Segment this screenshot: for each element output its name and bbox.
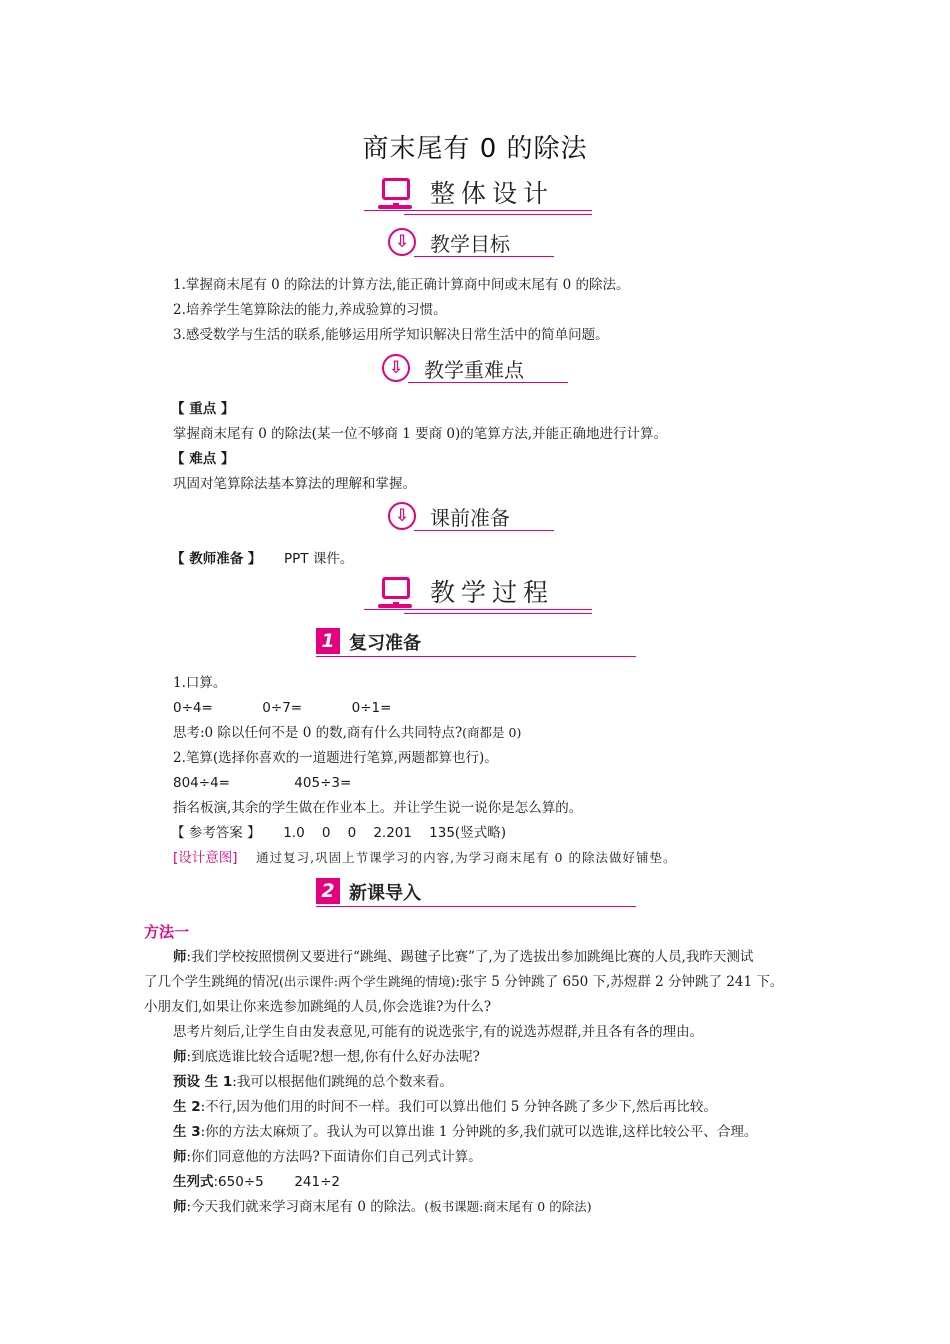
monitor-icon	[382, 577, 410, 599]
step-title: 复习准备	[349, 633, 421, 654]
banner-underline	[364, 210, 592, 211]
section-heading-prep	[388, 500, 558, 534]
dialog-note: (板书课题:商末尾有 0 的除法)	[424, 1199, 592, 1214]
difficulty-label: 【 难点 】	[171, 451, 235, 467]
download-arrow-icon: ⇩	[388, 502, 416, 530]
page-title: 商末尾有 0 的除法	[362, 134, 588, 164]
dialog-line: 小朋友们,如果让你来选参加跳绳的人员,你会选谁?为什么?	[144, 999, 492, 1015]
speaker: 师	[173, 1049, 187, 1065]
speaker: 生列式	[173, 1174, 214, 1190]
prep-text: PPT 课件。	[284, 551, 354, 567]
speaker: 师	[173, 1149, 187, 1165]
step-heading-1	[316, 628, 636, 660]
calc: 405÷3=	[294, 775, 352, 791]
calc: 0÷4=	[173, 700, 213, 716]
think-line	[173, 722, 521, 744]
dialog-text: :不行,因为他们用的时间不一样。我们可以算出他们 5 分钟各跳了多少下,然后再比较。	[200, 1099, 717, 1115]
monitor-icon	[382, 178, 410, 200]
key-text: 掌握商末尾有 0 的除法(某一位不够商 1 要商 0)的笔算方法,并能正确地进行计算。	[173, 426, 668, 442]
think-text: 思考:0 除以任何不是 0 的数,商有什么共同特点?	[173, 725, 463, 741]
dialog-text: :我们学校按照惯例又要进行“跳绳、踢毽子比赛”了,为了选拔出参加跳绳比赛的人员,我昨天测试	[186, 949, 754, 965]
design-intent-text: 通过复习,巩固上节课学习的内容,为学习商末尾有 0 的除法做好铺垫。	[256, 850, 677, 865]
answer-note: (竖式略)	[454, 825, 506, 841]
calc: 0÷7=	[262, 700, 303, 716]
step-heading-2	[316, 878, 636, 910]
dialog-line	[173, 1196, 592, 1218]
speaker: 生 2	[173, 1099, 201, 1115]
dialog-line	[173, 1171, 340, 1193]
key-label: 【 重点 】	[171, 401, 235, 417]
written-calc-row	[173, 772, 351, 794]
section-banner-process	[364, 573, 594, 617]
heading-label: 教学重难点	[424, 358, 524, 382]
speaker: 生 3	[173, 1124, 201, 1140]
dialog-text: 了几个学生跳绳的情况	[144, 974, 279, 990]
heading-label: 教学目标	[430, 232, 510, 256]
dialog-line	[144, 971, 783, 993]
step-number-badge: 1	[316, 628, 340, 654]
goal-2: 2.培养学生笔算除法的能力,养成验算的习惯。	[173, 302, 447, 318]
section-heading-goals	[388, 226, 558, 260]
dialog-line	[173, 1146, 482, 1168]
design-intent-label: [设计意图]	[173, 850, 238, 866]
speaker: 师	[173, 949, 187, 965]
dialog-text: :到底选谁比较合适呢?想一想,你有什么好办法呢?	[186, 1049, 480, 1065]
section-banner-overall	[364, 174, 594, 218]
answer-line	[171, 822, 506, 844]
dialog-text: :650÷5	[213, 1174, 264, 1190]
design-intent-line	[173, 847, 677, 869]
prep-label: 【 教师准备 】	[171, 551, 262, 567]
dialog-note: (出示课件:两个学生跳绳的情境)	[279, 974, 456, 989]
review-item-1: 1.口算。	[173, 675, 227, 691]
dialog-line	[173, 1046, 480, 1068]
answer-text: 1.0 0 0 2.201 135	[283, 825, 455, 841]
download-arrow-icon: ⇩	[388, 228, 416, 256]
heading-underline	[414, 256, 554, 257]
step-underline	[316, 656, 636, 657]
banner-underline	[404, 613, 592, 614]
prep-line	[171, 548, 353, 570]
dialog-text: :你们同意他的方法吗?下面请你们自己列式计算。	[186, 1149, 482, 1165]
goal-3: 3.感受数学与生活的联系,能够运用所学知识解决日常生活中的简单问题。	[173, 327, 609, 343]
speaker: 师	[173, 1199, 187, 1215]
download-arrow-icon: ⇩	[382, 354, 410, 382]
banner-underline	[404, 214, 592, 215]
step-underline	[316, 906, 636, 907]
step-title: 新课导入	[349, 883, 421, 904]
heading-underline	[408, 382, 568, 383]
dialog-text: 241÷2	[294, 1174, 340, 1190]
goal-1: 1.掌握商末尾有 0 的除法的计算方法,能正确计算商中间或末尾有 0 的除法。	[173, 277, 630, 293]
banner-underline	[364, 609, 592, 610]
dialog-text: :你的方法太麻烦了。我认为可以算出谁 1 分钟跳的多,我们就可以选谁,这样比较公平、合理。	[200, 1124, 758, 1140]
dialog-line	[173, 946, 753, 968]
calc: 0÷1=	[351, 700, 392, 716]
dialog-text: :今天我们就来学习商末尾有 0 的除法。	[186, 1199, 425, 1215]
banner-label: 教学过程	[430, 578, 555, 607]
review-item-3: 指名板演,其余的学生做在作业本上。并让学生说一说你是怎么算的。	[173, 800, 583, 816]
speaker: 预设 生 1	[173, 1074, 233, 1090]
monitor-base-decor	[378, 205, 412, 209]
dialog-text: :张宇 5 分钟跳了 650 下,苏煜群 2 分钟跳了 241 下。	[455, 974, 784, 990]
think-note: (商都是 0)	[462, 725, 522, 740]
banner-label: 整体设计	[430, 179, 555, 208]
dialog-text: :我可以根据他们跳绳的总个数来看。	[232, 1074, 453, 1090]
dialog-line	[173, 1096, 717, 1118]
answer-label: 【 参考答案 】	[171, 825, 261, 841]
review-item-2: 2.笔算(选择你喜欢的一道题进行笔算,两题都算也行)。	[173, 750, 498, 766]
dialog-line	[173, 1071, 453, 1093]
mental-calc-row	[173, 697, 391, 719]
section-heading-key-points	[382, 352, 572, 386]
narration-line: 思考片刻后,让学生自由发表意见,可能有的说选张宇,有的说选苏煜群,并且各有各的理由。	[173, 1024, 704, 1040]
heading-label: 课前准备	[430, 506, 510, 530]
monitor-base-decor	[378, 604, 412, 608]
method-label: 方法一	[144, 923, 190, 941]
dialog-line	[173, 1121, 757, 1143]
heading-underline	[414, 530, 554, 531]
step-number-badge: 2	[316, 878, 340, 904]
calc: 804÷4=	[173, 775, 230, 791]
difficulty-text: 巩固对笔算除法基本算法的理解和掌握。	[173, 476, 416, 492]
